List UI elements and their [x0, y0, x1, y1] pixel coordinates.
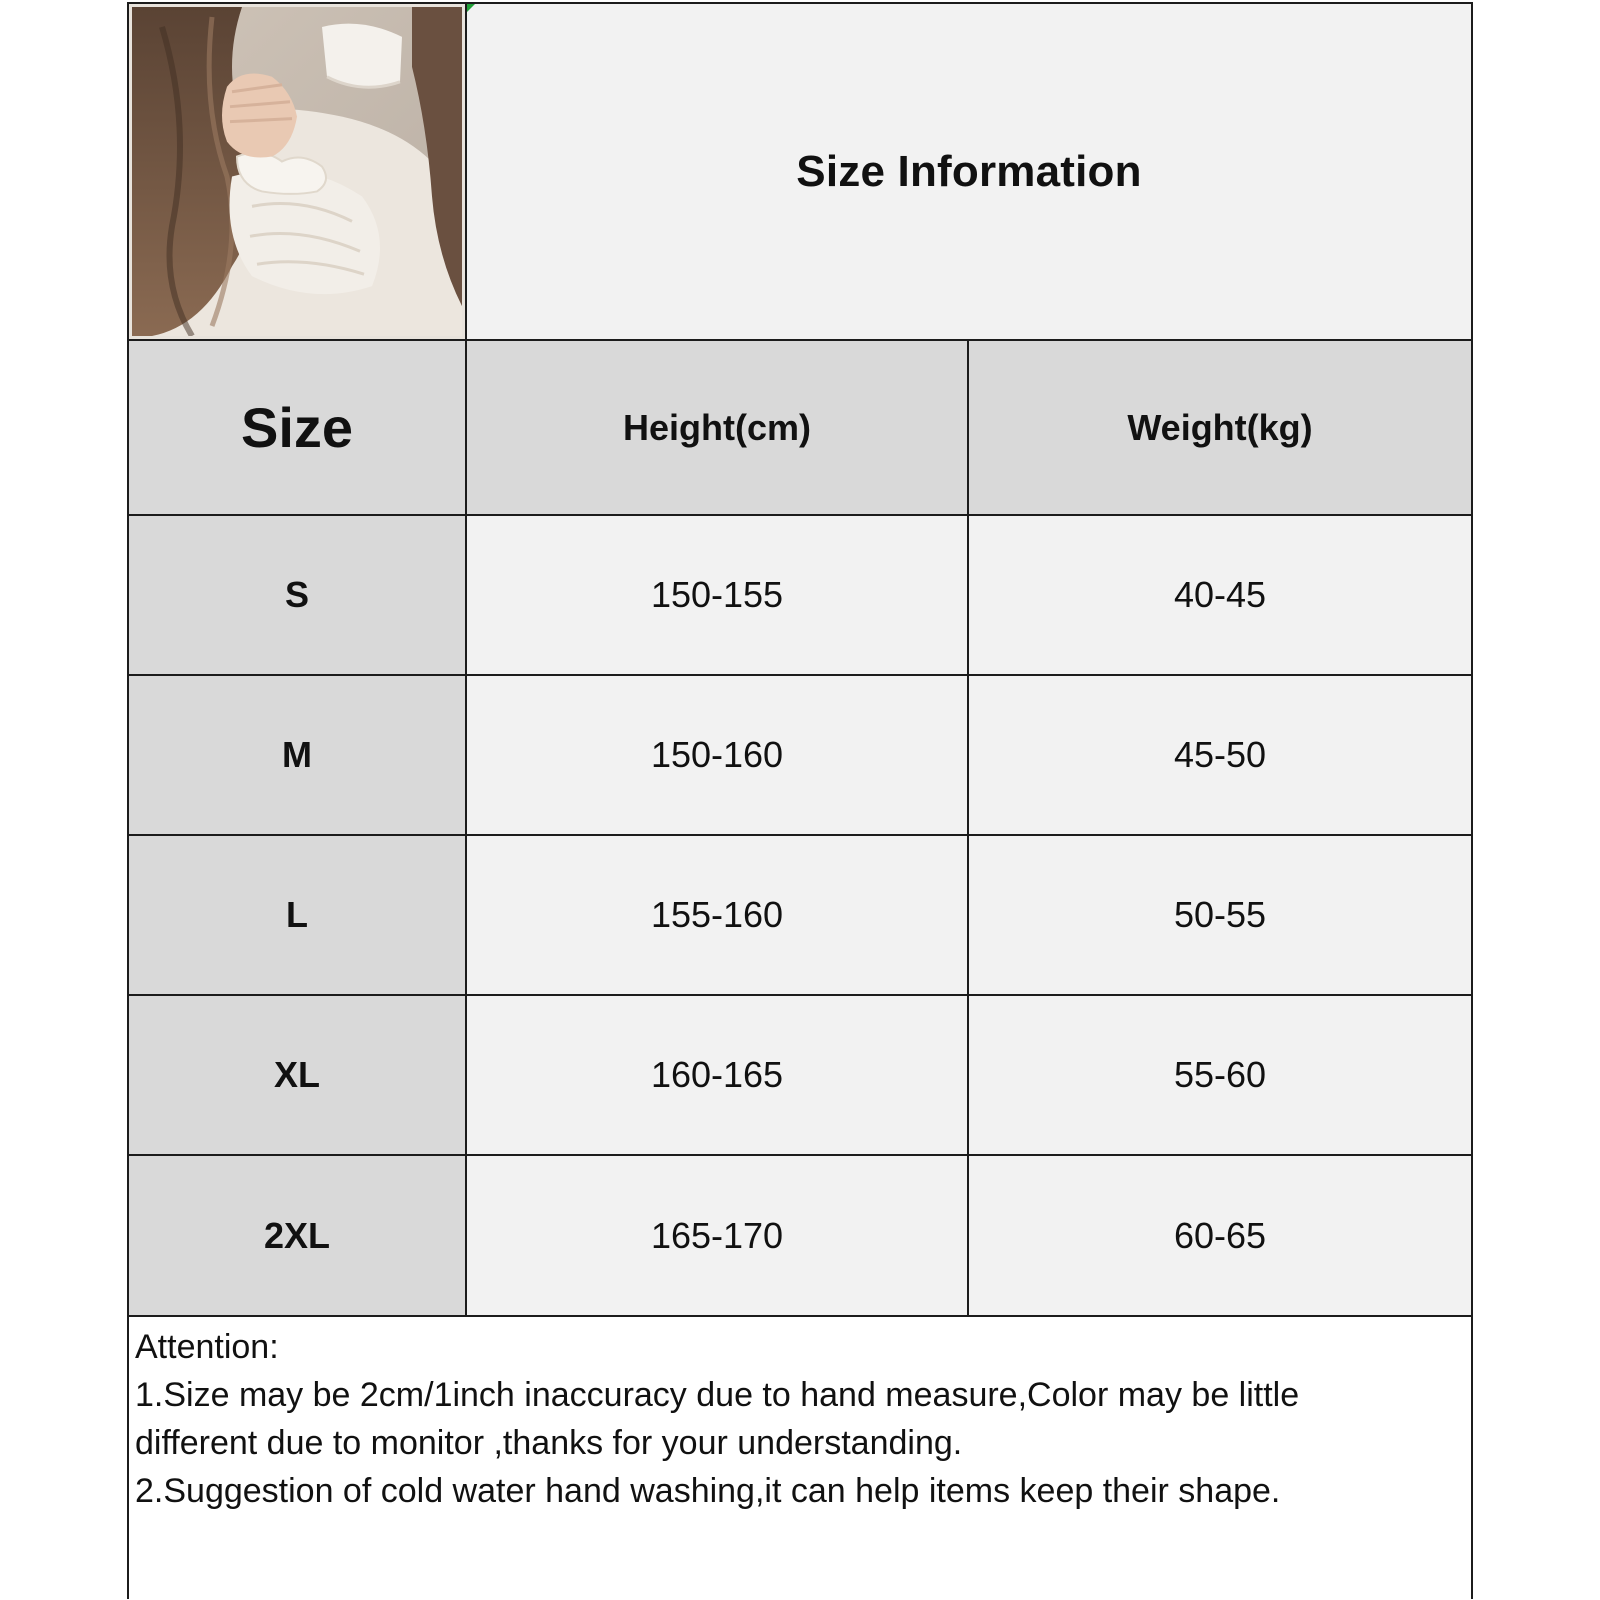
weight-value: 40-45	[1173, 574, 1267, 615]
table-row-weight-cell	[969, 676, 1471, 836]
attention-line: 1.Size may be 2cm/1inch inaccuracy due to hand measure,Color may be little	[135, 1376, 1300, 1414]
height-value: 155-160	[650, 894, 784, 935]
header-height	[467, 341, 969, 516]
table-row-size-cell	[129, 676, 467, 836]
corner-mark-icon	[467, 4, 475, 12]
header-weight-label: Weight(kg)	[1127, 406, 1313, 448]
table-row-height-cell	[467, 836, 969, 996]
title-cell	[467, 4, 1471, 341]
weight-value: 45-50	[1173, 734, 1267, 775]
size-chart	[127, 2, 1473, 1599]
size-label: 2XL	[263, 1214, 331, 1256]
weight-value: 55-60	[1173, 1054, 1267, 1095]
page-title: Size Information	[796, 146, 1142, 196]
attention-line: 2.Suggestion of cold water hand washing,it can help items keep their shape.	[135, 1472, 1281, 1510]
height-value: 150-160	[650, 734, 784, 775]
header-size	[129, 341, 467, 516]
size-label: XL	[273, 1054, 320, 1095]
size-label: S	[284, 574, 309, 615]
weight-value: 60-65	[1173, 1214, 1267, 1256]
size-label: M	[282, 734, 312, 775]
table-row-weight-cell	[969, 836, 1471, 996]
header-size-label: Size	[240, 396, 354, 459]
table-row-weight-cell	[969, 516, 1471, 676]
table-row-size-cell	[129, 516, 467, 676]
table-row-weight-cell	[969, 996, 1471, 1156]
height-value: 160-165	[650, 1054, 784, 1095]
table-row-weight-cell	[969, 1156, 1471, 1317]
table-row-height-cell	[467, 1156, 969, 1317]
height-value: 150-155	[650, 574, 784, 615]
table-row-size-cell	[129, 836, 467, 996]
table-row-height-cell	[467, 516, 969, 676]
attention-line: different due to monitor ,thanks for your understanding.	[135, 1424, 963, 1462]
product-photo-icon	[132, 7, 462, 336]
product-photo	[129, 4, 467, 341]
weight-value: 50-55	[1173, 894, 1267, 935]
table-row-size-cell	[129, 996, 467, 1156]
header-height-label: Height(cm)	[623, 406, 811, 448]
table-row-size-cell	[129, 1156, 467, 1317]
table-row-height-cell	[467, 996, 969, 1156]
header-weight	[969, 341, 1471, 516]
attention-notes	[129, 1317, 1471, 1599]
table-row-height-cell	[467, 676, 969, 836]
height-value: 165-170	[650, 1214, 784, 1256]
attention-heading: Attention:	[135, 1328, 279, 1366]
size-label: L	[286, 894, 308, 935]
